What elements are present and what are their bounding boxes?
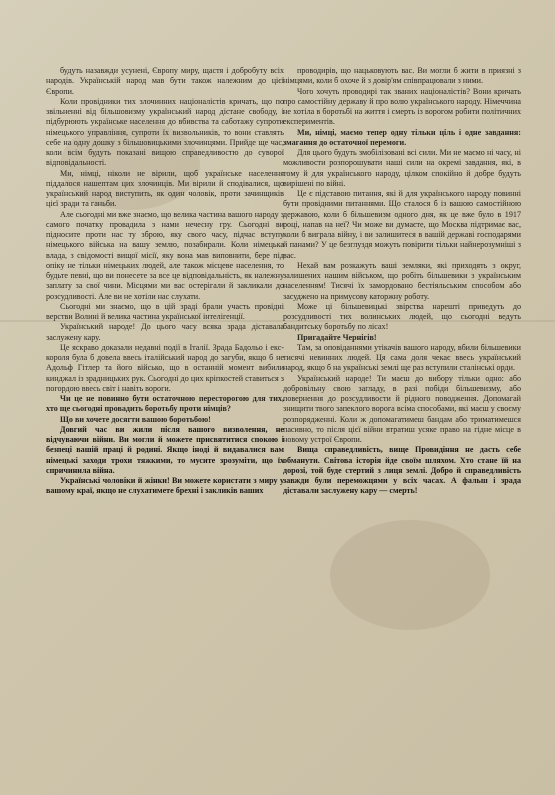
paragraph: Чого хочуть проводирі так званих націоналістів? Вони кричать про самостійну державу й про волю українського народу. Німеччина не хотіла в боротьбі на життя і смерть із ворогом робити політичних експериментів. bbox=[283, 86, 521, 127]
paragraph: Українські чоловіки й жінки! Ви можете користати з миру у вашому краї, якщо не слухатимете брехні і закликів ваших bbox=[46, 476, 284, 496]
paragraph: Але сьогодні ми вже знаємо, що велика частина вашого народу з самого початку провадила з нами нечесну гру. Сьогодні ви підносите проти нас ту зброю, яку свого часу, підчас вступу німецького війська на вашу землю, позабирали. Коли німецька влада, з свідомості вищої місії, яку вона мав виповнити, бере під опіку не тільки німецьких людей, але також місцеве населення, то будьте певні, що ви понесете за все це відповідальність, як належну заплату за свої чини. Місцями ми вас остерігали й закликали до розсудливості. Але ви не хотіли нас слухати. bbox=[46, 209, 284, 301]
paragraph: Довгий час ви жили після вашого визволення, не відчуваючи війни. Ви могли й можете присвятитися спокою і безпеці вашій праці й родині. Якщо іноді й видавалися вам німецькі заходи трохи тяжкими, то мусите зрозуміти, що їх спричинила війна. bbox=[46, 424, 284, 475]
paragraph: Нехай вам розкажуть ваші земляки, які приходять з округ, залишених нашим військом, що робіть більшевики з українським населенням! Тисячі їх замордовано бестіяльським способом або засуджено на примусову каторжну роботу. bbox=[283, 260, 521, 301]
paragraph: проводирів, що нацьковують вас. Ви могли б жити в приязні з німцями, коли б охоче й з довір'ям співпрацювали з ними. bbox=[283, 66, 521, 86]
paragraph: Ми, німці, ніколи не вірили, щоб українське населення піддалося нашептам цих злочинців. Ми вірили й сподівалися, що український народ виступить, як один чоловік, проти зачинщиків цієї зради та ганьби. bbox=[46, 168, 284, 209]
paragraph: Ми, німці, маємо тепер одну тільки ціль і одне завдання: змагання до остаточної перемоги. bbox=[283, 127, 521, 147]
paper-stain bbox=[330, 520, 490, 630]
paragraph: Це є підставою питання, які й для українського народу повинні бути провідними питаннями. Що сталося б із вашою самостійною державою, коли б більшевизм одного дня, як це вже було в 1917 році, напав на неї? Чи може ви думаєте, що Москва підтримає вас, коли б виграла війну, і ви залишитеся в вашій державі господарями й панами? У це безглуздя можуть повірити тільки найнерозумніші з вас. bbox=[283, 189, 521, 260]
paragraph: Український народе! До цього часу всяка зрада діставала заслужену кару. bbox=[46, 322, 284, 342]
paragraph: Що ви хочете досягти вашою боротьбою! bbox=[60, 414, 211, 424]
paragraph: Може ці більшевицькі звірства нарешті приведуть до розсудливості тих волинських людей, що сьогодні ведуть бандитську боротьбу по лісах! bbox=[283, 301, 521, 332]
paragraph: Для цього будуть змобілізовані всі сили. Ми не маємо ні часу, ні можливости розпорошувати наші сили на окремі завдання, які, в тому й для українського народу, цілком спокійно й добре будуть вирішені по війні. bbox=[283, 148, 521, 188]
paragraph: Сьогодні ми знаємо, що в цій зраді брали участь провідні верстви Волині й велика частина української інтелігенції. bbox=[46, 301, 284, 321]
paragraph: Це яскраво доказали недавні події в Італії. Зрада Бадольо і екс-короля була б довела ввесь італійський народ до загуби, якщо б не Адольф Гітлер та його військо, що в останній момент вибили кинджал із зрадницьких рук. Сьогодні до цих кріпкостей ставиться з погордою ввесь світ і навіть вороги. bbox=[46, 342, 284, 393]
paragraph: Вища справедливість, вище Провидіння не дасть себе обманути. Світова історія йде своїм шляхом. Хто стане їй на дорозі, той буде стертий з лиця землі. Добро й справедливість завжди були переможцями у всіх часах. А фальш і зрада діставали заслужену кару — смерть! bbox=[283, 445, 521, 496]
right-column bbox=[283, 66, 521, 497]
left-column bbox=[46, 66, 284, 497]
paragraph: Український народе! Ти маєш до вибору тільки одно: або добровільну свою загладу, в разі побіди більшевизму, або повернення до розсудливости й рідного поводження. Допомагай знищити твого запеклого ворога всіма способами, які маєш у своєму розпорядженні. Коли ж допомагатимеш бандам або триматимешся пасивно, то після цієї війни втратиш усяке право на гідне місце в новому устрої Європи. bbox=[283, 373, 521, 444]
paragraph: будуть назавжди усунені, Європу миру, щастя і добробуту всіх народів. Українській народ мав бути також належним до цієї Європи. bbox=[46, 66, 284, 96]
paragraph: Чи це не повинно бути остаточною пересторогою для тих, хто ще сьогодні провадить боротьбу проти німців? bbox=[46, 394, 284, 414]
paragraph: Пригадайте Чернігів! bbox=[297, 332, 377, 342]
paragraph: Коли провідники тих злочинних націоналістів кричать, що по звільненні від більшовизму український народ дістане свободу, і підбурюють українське населення до вбивства та саботажу супроти німецького управління, супроти їх визвольників, то вони ставлять себе на одну дошку з більшовицькими злочинцями. Прийде ще час, коли всім будуть показані вищою справедливостю до суворої відповідальності. bbox=[46, 96, 284, 168]
paragraph: Там, за оповіданнями утікачів вашого народу, вбили більшевики тисячі невинних людей. Ця сама доля чекає ввесь український народ, якщо б на українські землі ще раз вступили сталінські орди. bbox=[283, 342, 521, 373]
